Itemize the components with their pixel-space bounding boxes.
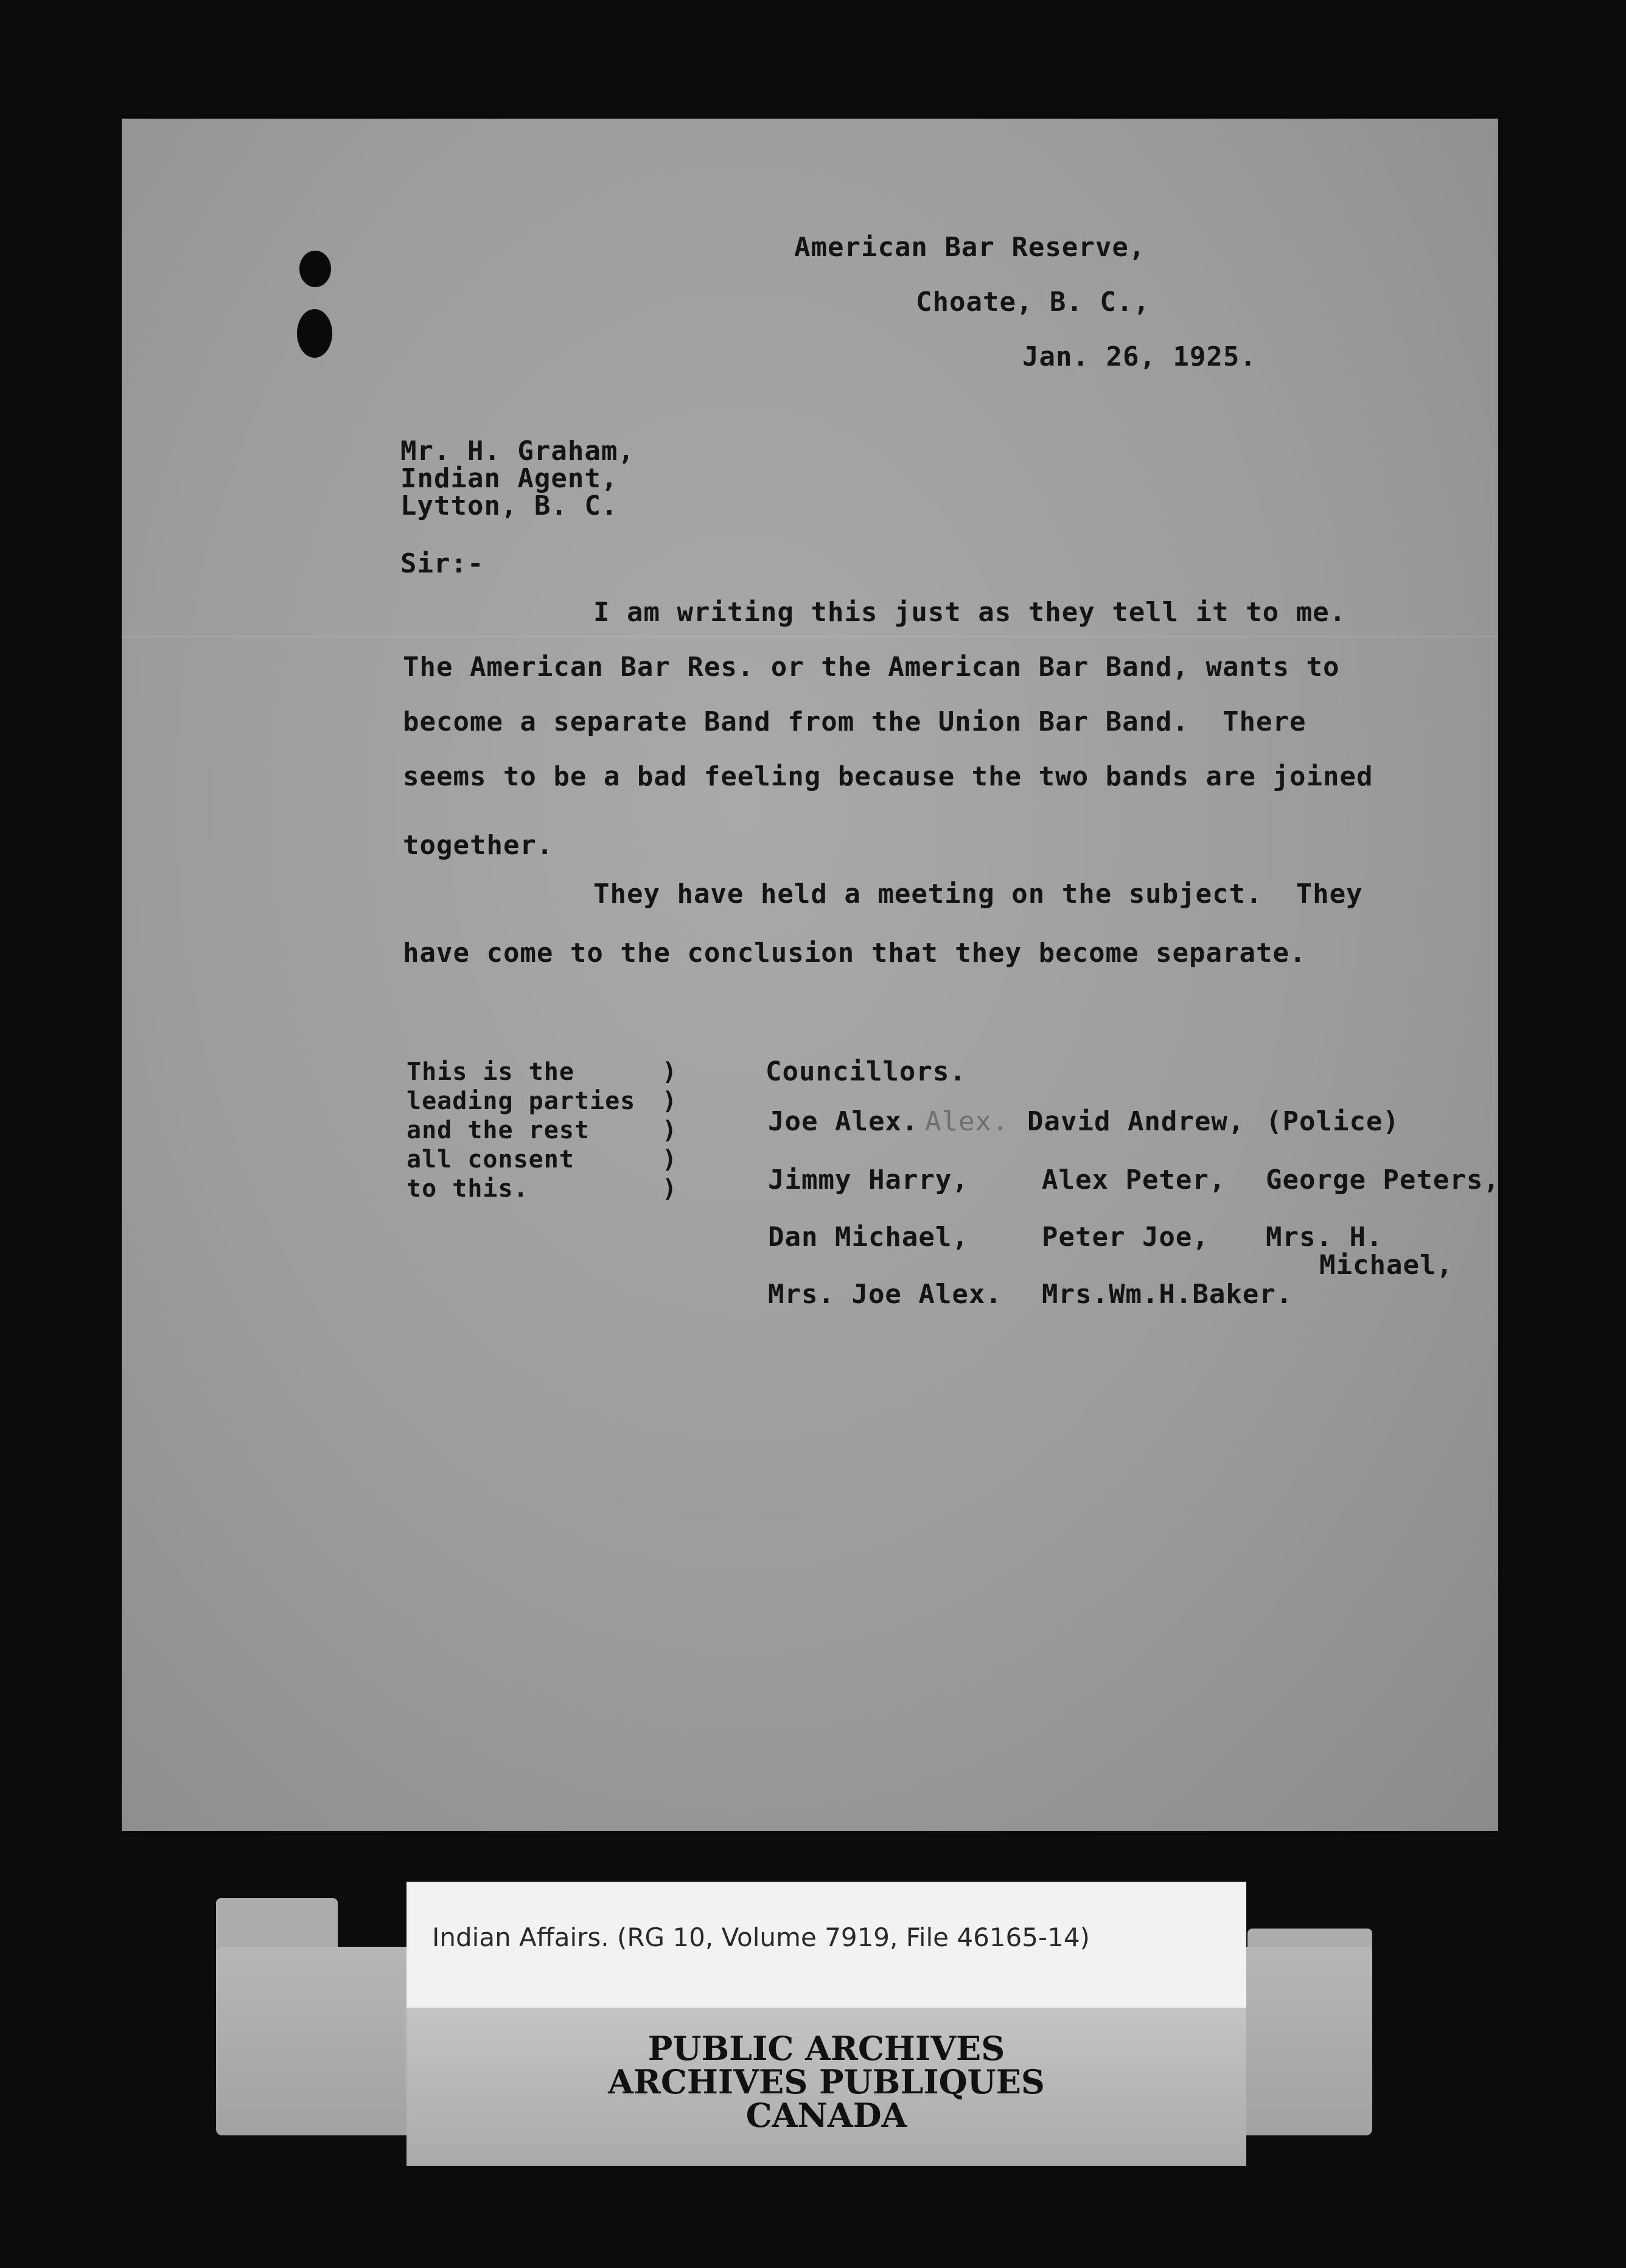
body-line-2: The American Bar Res. or the American Bar Band, wants to bbox=[403, 652, 1340, 683]
councillors-heading: Councillors. bbox=[766, 1056, 966, 1087]
councillor-row2-col3: George Peters, bbox=[1266, 1164, 1500, 1195]
heading-line-2: Choate, B. C., bbox=[916, 287, 1150, 318]
councillor-row4-col1: Mrs. Joe Alex. bbox=[768, 1279, 1002, 1310]
body-line-4: seems to be a bad feeling because the two bands are joined bbox=[403, 761, 1373, 792]
body-line-5: together. bbox=[403, 830, 554, 861]
note-line-1: This is the bbox=[406, 1058, 574, 1086]
stamp-line-2: ARCHIVES PUBLIQUES bbox=[608, 2062, 1045, 2101]
letter-sheet bbox=[122, 119, 1498, 1831]
councillor-row3-col2: Peter Joe, bbox=[1042, 1222, 1209, 1253]
councillor-row1-col1: Joe Alex. bbox=[768, 1106, 919, 1137]
councillor-row3-continuation: Michael, bbox=[1319, 1250, 1453, 1281]
addressee-line-2: Indian Agent, bbox=[400, 463, 618, 494]
paper-fold-line bbox=[122, 636, 1498, 638]
note-line-4: all consent bbox=[406, 1146, 574, 1174]
stamp-line-1: PUBLIC ARCHIVES bbox=[647, 2029, 1005, 2068]
stamp-line-3: CANADA bbox=[745, 2096, 907, 2135]
addressee-line-3: Lytton, B. C. bbox=[400, 490, 618, 521]
heading-line-1: American Bar Reserve, bbox=[794, 232, 1146, 263]
councillor-row1-col3: (Police) bbox=[1266, 1106, 1400, 1137]
councillor-row2-col2: Alex Peter, bbox=[1042, 1164, 1226, 1195]
note-line-3: and the rest bbox=[406, 1116, 590, 1144]
punch-hole-bottom bbox=[297, 309, 332, 358]
stamp-tab-left bbox=[216, 1898, 338, 1953]
body-line-3: become a separate Band from the Union Bar Band. There bbox=[403, 706, 1307, 737]
heading-line-3: Jan. 26, 1925. bbox=[1022, 341, 1257, 372]
note-bracket: ) ) ) ) ) bbox=[662, 1058, 677, 1203]
note-line-5: to this. bbox=[406, 1175, 529, 1203]
councillor-row1-col2: David Andrew, bbox=[1027, 1106, 1245, 1137]
addressee-line-1: Mr. H. Graham, bbox=[400, 436, 635, 467]
body-line-1: I am writing this just as they tell it to me. bbox=[593, 597, 1347, 628]
punch-hole-top bbox=[299, 251, 331, 287]
salutation: Sir:- bbox=[400, 548, 484, 579]
archive-reference: Indian Affairs. (RG 10, Volume 7919, File 46165-14) bbox=[432, 1922, 1090, 1952]
councillor-row4-col2: Mrs.Wm.H.Baker. bbox=[1042, 1279, 1293, 1310]
councillor-row2-col1: Jimmy Harry, bbox=[768, 1164, 969, 1195]
councillor-row3-col3: Mrs. H. bbox=[1266, 1222, 1383, 1253]
body-line-7: have come to the conclusion that they become separate. bbox=[403, 937, 1307, 969]
body-line-6: They have held a meeting on the subject. They bbox=[593, 878, 1363, 910]
councillor-strike-faint: Alex. bbox=[925, 1106, 1009, 1137]
councillor-row3-col1: Dan Michael, bbox=[768, 1222, 969, 1253]
note-line-2: leading parties bbox=[406, 1087, 636, 1115]
